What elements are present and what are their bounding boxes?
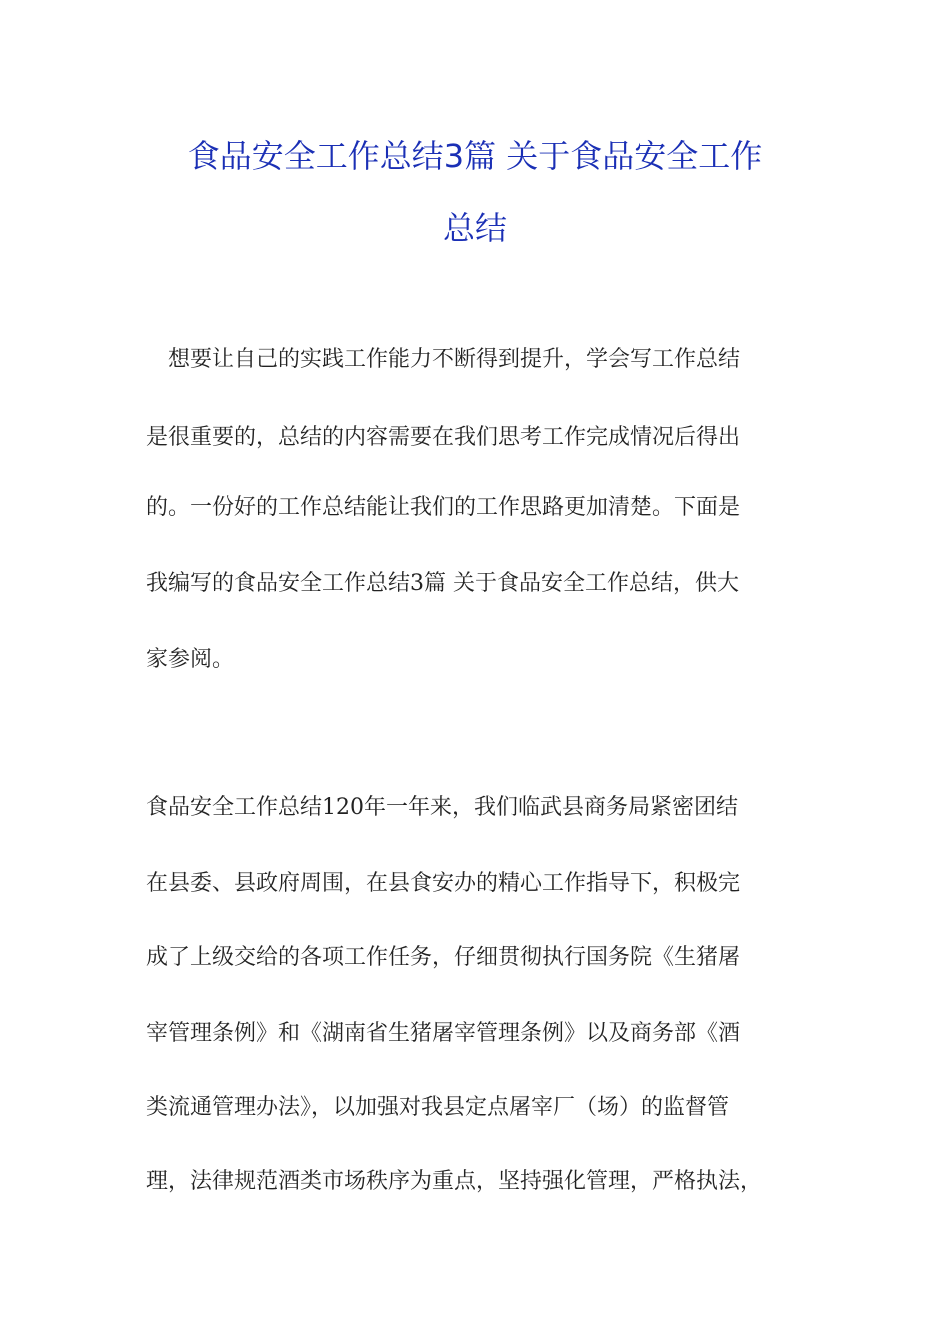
section-line-6: 理，法律规范酒类市场秩序为重点，坚持强化管理，严格执法，: [146, 1169, 763, 1194]
section-line-2: 在县委、县政府周围，在县食安办的精心工作指导下，积极完: [146, 871, 741, 896]
intro-line-5: 家参阅。: [146, 647, 235, 672]
intro-line-3: 的。一份好的工作总结能让我们的工作思路更加清楚。下面是: [146, 495, 741, 520]
section-line-5: 类流通管理办法》，以加强对我县定点屠宰厂（场）的监督管: [146, 1095, 730, 1120]
document-title-line-2: 总结: [442, 209, 507, 247]
document-title-line-1: 食品安全工作总结3篇 关于食品安全工作: [187, 137, 763, 175]
intro-line-2: 是很重要的，总结的内容需要在我们思考工作完成情况后得出: [146, 425, 741, 450]
intro-line-4: 我编写的食品安全工作总结3篇 关于食品安全工作总结，供大: [146, 571, 739, 596]
section-line-1: 食品安全工作总结120年一年来，我们临武县商务局紧密团结: [146, 795, 738, 820]
section-line-3: 成了上级交给的各项工作任务，仔细贯彻执行国务院《生猪屠: [146, 945, 741, 970]
intro-line-1: 想要让自己的实践工作能力不断得到提升，学会写工作总结: [146, 347, 741, 372]
section-line-4: 宰管理条例》和《湖南省生猪屠宰管理条例》以及商务部《酒: [146, 1021, 741, 1046]
